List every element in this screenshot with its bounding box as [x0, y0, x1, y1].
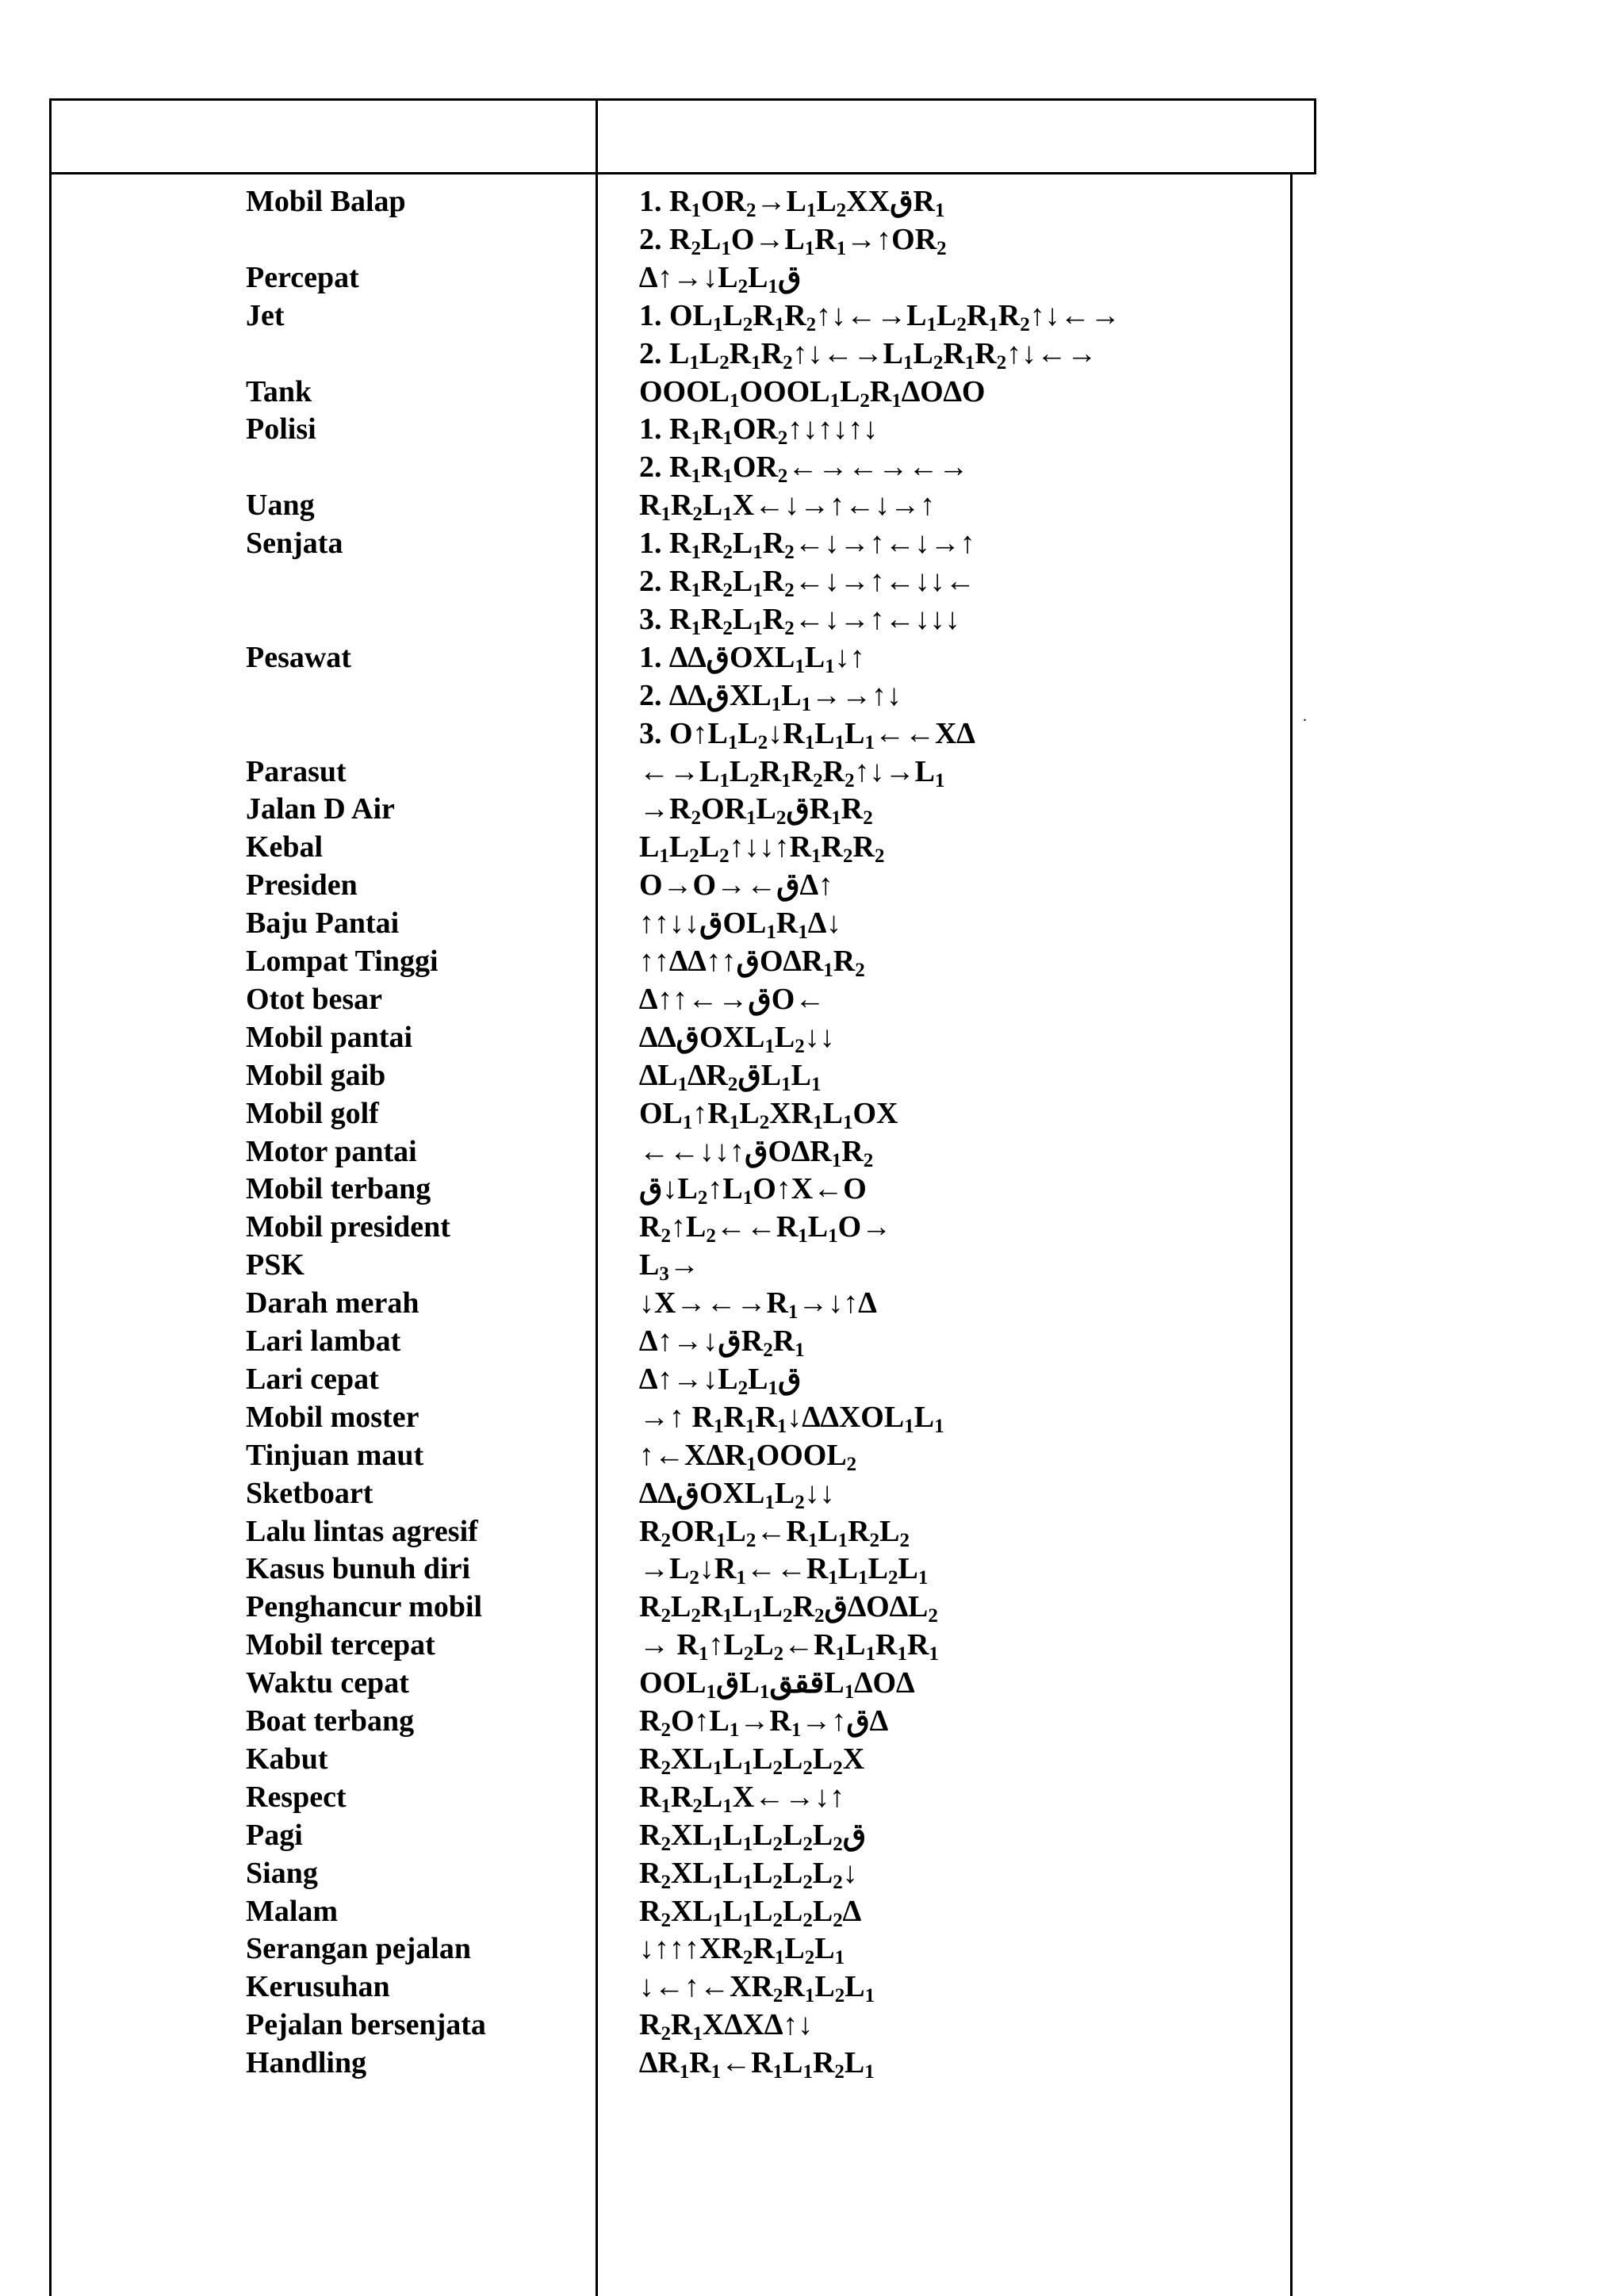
cheat-name: Percepat — [246, 260, 359, 294]
cheat-code: $OOL_1قL_1قققL_1\Delta O\Delta$ — [639, 1666, 915, 1704]
cheat-code: $\Delta↑\to↓قR_2R_1$ — [639, 1324, 805, 1361]
cheat-name: Tank — [246, 374, 312, 408]
cheat-code: O→O→←ق∆↑ — [639, 868, 833, 903]
cheat-code: $↑\leftarrow X\Delta R_1OOOL_2$ — [639, 1438, 857, 1475]
cheat-code: 3. $R_1R_2L_1R_2\leftarrow↓\to↑\leftarrow↓↓↓$ — [639, 602, 960, 639]
table-right-border-upper — [1314, 98, 1316, 174]
cheat-name: Presiden — [246, 868, 358, 903]
cheat-name: Pagi — [246, 1818, 303, 1852]
cheat-code: $R_2R_1X\Delta X\Delta↑↓$ — [639, 2008, 814, 2045]
cheat-code: 1. $OL_1L_2R_1R_2↑↓\leftarrow\to L_1L_2R_1R_2↑↓\leftarrow\to$ — [639, 298, 1120, 335]
cheat-name: Otot besar — [246, 982, 383, 1016]
cheat-code: 2. $L_1L_2R_1R_2↑↓\leftarrow\to L_1L_2R_1R_2↑↓\leftarrow\to$ — [639, 336, 1097, 374]
cheat-name: Parasut — [246, 754, 347, 788]
cheat-name: Respect — [246, 1780, 347, 1814]
cheat-code: $R_2XL_1L_1L_2L_2L_2↓$ — [639, 1856, 858, 1893]
cheat-name: Lalu lintas agresif — [246, 1514, 478, 1548]
cheat-name: Darah merah — [246, 1286, 419, 1320]
cheat-code: 2. $\Delta\Delta قXL_1L_1\to\to↑↓$ — [639, 678, 902, 715]
cheat-code: $R_2XL_1L_1L_2L_2L_2ق$ — [639, 1818, 867, 1855]
cheat-code: $OOOL_1OOOL_1L_2R_1\Delta O\Delta O$ — [639, 374, 986, 412]
column-divider — [596, 98, 598, 2296]
cheat-name: Polisi — [246, 412, 316, 447]
table-top-border — [49, 98, 1316, 101]
cheat-name: Jet — [246, 298, 285, 332]
cheat-code: $R_2XL_1L_1L_2L_2L_2X$ — [639, 1742, 865, 1779]
cheat-name: Kabut — [246, 1742, 328, 1776]
cheat-name: Mobil gaib — [246, 1058, 386, 1092]
stray-mark: . — [1303, 707, 1307, 725]
cheat-code: $\leftarrow\leftarrow↓↓↑قO\Delta R_1R_2$ — [639, 1134, 874, 1171]
cheat-name: Jalan D Air — [246, 792, 395, 826]
cheat-name: Mobil terbang — [246, 1172, 431, 1206]
cheat-code: $\leftarrow\to L_1L_2R_1R_2R_2↑↓\to L_1$ — [639, 754, 945, 792]
cheat-name: Lompat Tinggi — [246, 945, 439, 978]
cheat-code: $\to R_2OR_1L_2قR_1R_2$ — [639, 792, 873, 830]
cheat-code: $\Delta L_1\Delta R_2قL_1L_1$ — [639, 1058, 822, 1095]
cheat-code: $\Delta R_1R_1\leftarrow R_1L_1R_2L_1$ — [639, 2046, 875, 2083]
cheat-code: 2. $R_1R_1OR_2\leftarrow\to\leftarrow\to\leftarrow\to$ — [639, 450, 969, 488]
cheat-name: Mobil pantai — [246, 1020, 413, 1054]
cheat-name: Handling — [246, 2046, 367, 2080]
cheat-name: Penghancur mobil — [246, 1590, 483, 1624]
cheat-name: Kerusuhan — [246, 1970, 390, 2004]
table-left-border — [49, 98, 52, 2296]
cheat-code: $\to L_2↓R_1\leftarrow\leftarrow R_1L_1L_2L_1$ — [639, 1552, 929, 1589]
cheat-name: Mobil Balap — [246, 185, 406, 218]
cheat-name: Lari cepat — [246, 1362, 379, 1396]
cheat-code: $R_2XL_1L_1L_2L_2L_2\Delta$ — [639, 1894, 861, 1931]
cheat-code: $\Delta\Delta قOXL_1L_2↓↓$ — [639, 1020, 835, 1057]
cheat-code: $L_3\to$ — [639, 1248, 699, 1286]
cheat-code: $\Delta↑\to↓L_2L_1ق$ — [639, 260, 802, 297]
cheat-code: $OL_1↑R_1L_2XR_1L_1OX$ — [639, 1096, 898, 1133]
cheat-name: Lari lambat — [246, 1324, 401, 1358]
cheat-name: Baju Pantai — [246, 907, 400, 941]
cheat-name: Mobil moster — [246, 1400, 419, 1434]
cheat-code: $↑↑↓↓قOL_1R_1\Delta↓$ — [639, 907, 842, 944]
cheat-code: $\Delta↑\to↓L_2L_1ق$ — [639, 1362, 802, 1399]
cheat-code: 1. $R_1OR_2\to L_1L_2XXقR_1$ — [639, 185, 945, 221]
cheat-name: Mobil tercepat — [246, 1628, 435, 1662]
cheat-code: $↓X\to\leftarrow\to R_1\to↓↑\Delta$ — [639, 1286, 877, 1324]
cheat-code: 1. $R_1R_2L_1R_2\leftarrow↓\to↑\leftarrow↓\to↑$ — [639, 527, 975, 564]
cheat-code: $↓\leftarrow↑\leftarrow XR_2R_1L_2L_1$ — [639, 1970, 875, 2007]
cheat-code: 2. $R_1R_2L_1R_2\leftarrow↓\to↑\leftarrow↓↓\leftarrow$ — [639, 565, 975, 601]
cheat-name: Malam — [246, 1894, 339, 1928]
cheat-code: $R_1R_2L_1X\leftarrow\to↓↑$ — [639, 1780, 845, 1817]
cheat-name: Serangan pejalan — [246, 1932, 471, 1966]
cheat-code: $L_1L_2L_2↑↓↓↑R_1R_2R_2$ — [639, 830, 885, 868]
cheat-name: Pesawat — [246, 640, 351, 674]
cheat-name: PSK — [246, 1248, 304, 1282]
cheat-name: Waktu cepat — [246, 1666, 409, 1700]
cheat-code: ∆↑↑←→قO← — [639, 982, 825, 1016]
cheat-code: 1. $\Delta\Delta قOXL_1L_1↓↑$ — [639, 640, 865, 677]
cheat-code: $ق↓L_2↑L_1O↑X\leftarrow O$ — [639, 1172, 867, 1209]
table-right-border — [1290, 172, 1293, 2296]
cheat-name: Kasus bunuh diri — [246, 1552, 471, 1586]
cheat-name: Tinjuan maut — [246, 1438, 424, 1472]
cheat-name: Siang — [246, 1856, 318, 1890]
cheat-name: Mobil golf — [246, 1096, 379, 1130]
cheat-code: 3. $O↑L_1L_2↓R_1L_1L_1\leftarrow\leftarrow X\Delta$ — [639, 716, 975, 753]
cheat-code: $R_2OR_1L_2\leftarrow R_1L_1R_2L_2$ — [639, 1514, 910, 1551]
cheat-code: $↓↑↑↑XR_2R_1L_2L_1$ — [639, 1932, 845, 1969]
header-row-divider — [49, 172, 1316, 174]
cheat-name: Senjata — [246, 527, 343, 561]
cheat-code: → $R_1↑L_2L_2\leftarrow R_1L_1R_1R_1$ — [639, 1628, 939, 1665]
cheat-code: $R_1R_2L_1X\leftarrow↓\to↑\leftarrow↓\to↑$ — [639, 489, 936, 526]
cheat-name: Kebal — [246, 830, 324, 864]
cheat-code: 2. $R_2L_1O\to L_1R_1\to↑OR_2$ — [639, 222, 947, 259]
cheat-code: →↑ $R_1R_1R_1↓\Delta\Delta XOL_1L_1$ — [639, 1400, 944, 1437]
cheat-code: $↑↑\Delta\Delta↑↑قO\Delta R_1R_2$ — [639, 945, 865, 981]
cheat-code: $\Delta\Delta قOXL_1L_2↓↓$ — [639, 1476, 835, 1513]
cheat-code: $R_2↑L_2\leftarrow\leftarrow R_1L_1O\to$ — [639, 1210, 892, 1248]
cheat-name: Uang — [246, 489, 315, 523]
cheat-name: Pejalan bersenjata — [246, 2008, 486, 2042]
cheat-name: Sketboart — [246, 1476, 373, 1510]
cheat-name: Mobil president — [246, 1210, 450, 1244]
cheat-name: Boat terbang — [246, 1704, 415, 1738]
cheat-code: 1. $R_1R_1OR_2↑↓↑↓↑↓$ — [639, 412, 879, 450]
cheat-code: $R_2O↑L_1\to R_1\to↑ق\Delta$ — [639, 1704, 889, 1741]
cheat-name: Motor pantai — [246, 1134, 417, 1168]
cheat-code: $R_2L_2R_1L_1L_2R_2ق\Delta O\Delta L_2$ — [639, 1590, 938, 1627]
